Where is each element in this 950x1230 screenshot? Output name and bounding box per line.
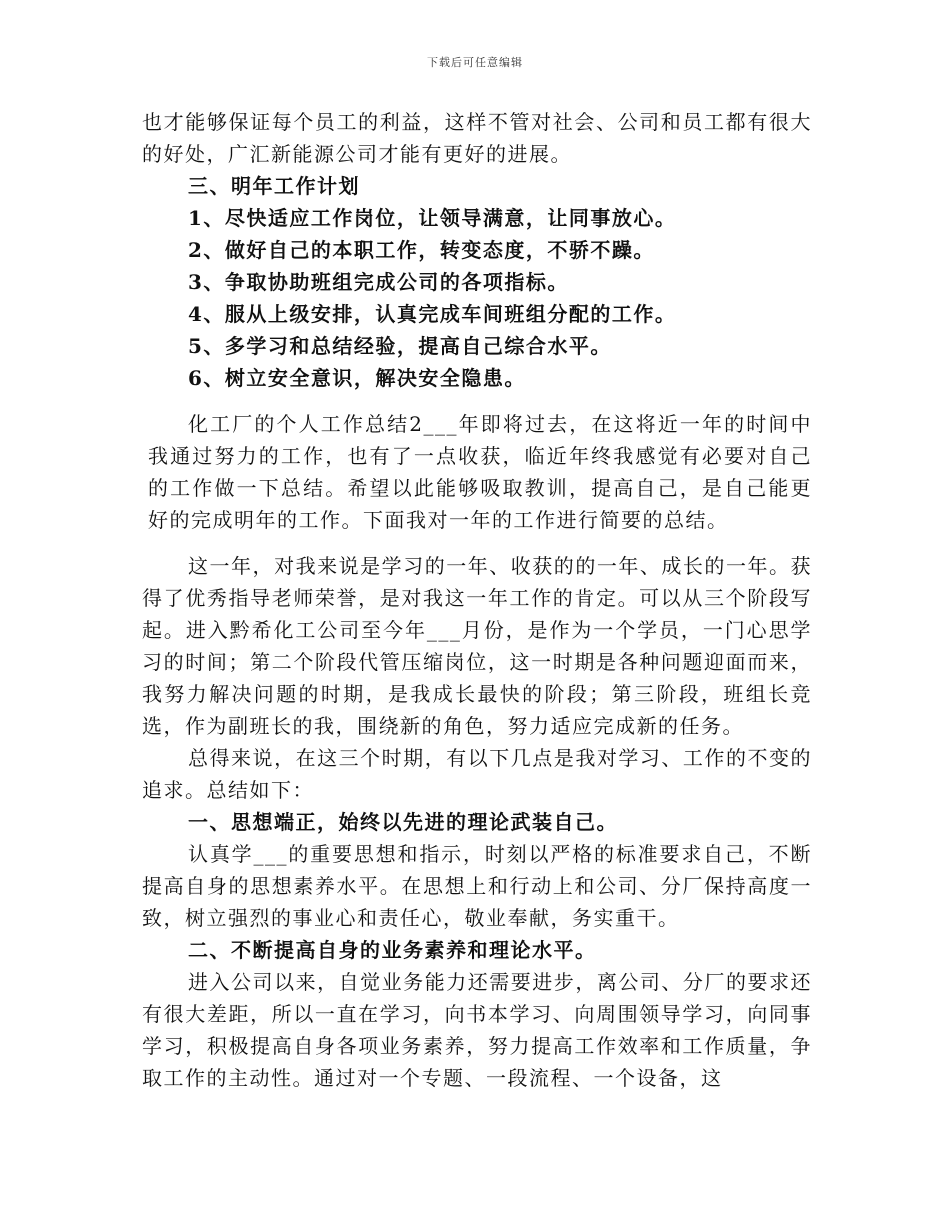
- plan-item-2: 2、做好自己的本职工作，转变态度，不骄不躁。: [188, 238, 655, 262]
- heading-thought: 一、思想端正，始终以先进的理论武装自己。: [188, 810, 618, 834]
- page-header-note: 下载后可任意编辑: [427, 56, 523, 69]
- plan-item-3: 3、争取协助班组完成公司的各项指标。: [188, 270, 569, 294]
- paragraph-intro: 也才能够保证每个员工的利益，这样不管对社会、公司和员工都有很大的好处，广汇新能源公司才能有更好的进展。: [142, 110, 812, 166]
- heading-business: 二、不断提高自身的业务素养和理论水平。: [188, 938, 597, 962]
- plan-item-5: 5、多学习和总结经验，提高自己综合水平。: [188, 334, 612, 358]
- document-body: [142, 106, 812, 1094]
- paragraph-year-review: 这一年，对我来说是学习的一年、收获的的一年、成长的一年。获得了优秀指导老师荣誉，是对我这一年工作的肯定。可以从三个阶段写起。进入黔希化工公司至今年___月份，是作为一个学员，一门心思学习的时间；第二个阶段代管压缩岗位，这一时期是各种问题迎面而来，我努力解决问题的时期，是我成长最快的阶段；第三阶段，班组长竞选，作为副班长的我，围绕新的角色，努力适应完成新的任务。: [142, 554, 812, 738]
- plan-item-1: 1、尽快适应工作岗位，让领导满意，让同事放心。: [188, 206, 677, 230]
- paragraph-overall: 总得来说，在这三个时期，有以下几点是我对学习、工作的不变的追求。总结如下：: [142, 746, 812, 802]
- paragraph-business: 进入公司以来，自觉业务能力还需要进步，离公司、分厂的要求还有很大差距，所以一直在学习，向书本学习、向周围领导学习，向同事学习，积极提高自身各项业务素养，努力提高工作效率和工作质量，争取工作的主动性。通过对一个专题、一段流程、一个设备，这: [142, 970, 812, 1090]
- plan-item-4: 4、服从上级安排，认真完成车间班组分配的工作。: [188, 302, 677, 326]
- heading-next-year-plan: 三、明年工作计划: [188, 174, 360, 198]
- paragraph-summary-intro: 化工厂的个人工作总结2___年即将过去，在这将近一年的时间中我通过努力的工作，也有了一点收获，临近年终我感觉有必要对自己的工作做一下总结。希望以此能够吸取教训，提高自己，是自己能更好的完成明年的工作。下面我对一年的工作进行简要的总结。: [148, 412, 812, 532]
- paragraph-thought: 认真学___的重要思想和指示，时刻以严格的标准要求自己，不断提高自身的思想素养水平。在思想上和行动上和公司、分厂保持高度一致，树立强烈的事业心和责任心，敬业奉献，务实重干。: [142, 842, 812, 930]
- plan-item-6: 6、树立安全意识，解决安全隐患。: [188, 366, 526, 390]
